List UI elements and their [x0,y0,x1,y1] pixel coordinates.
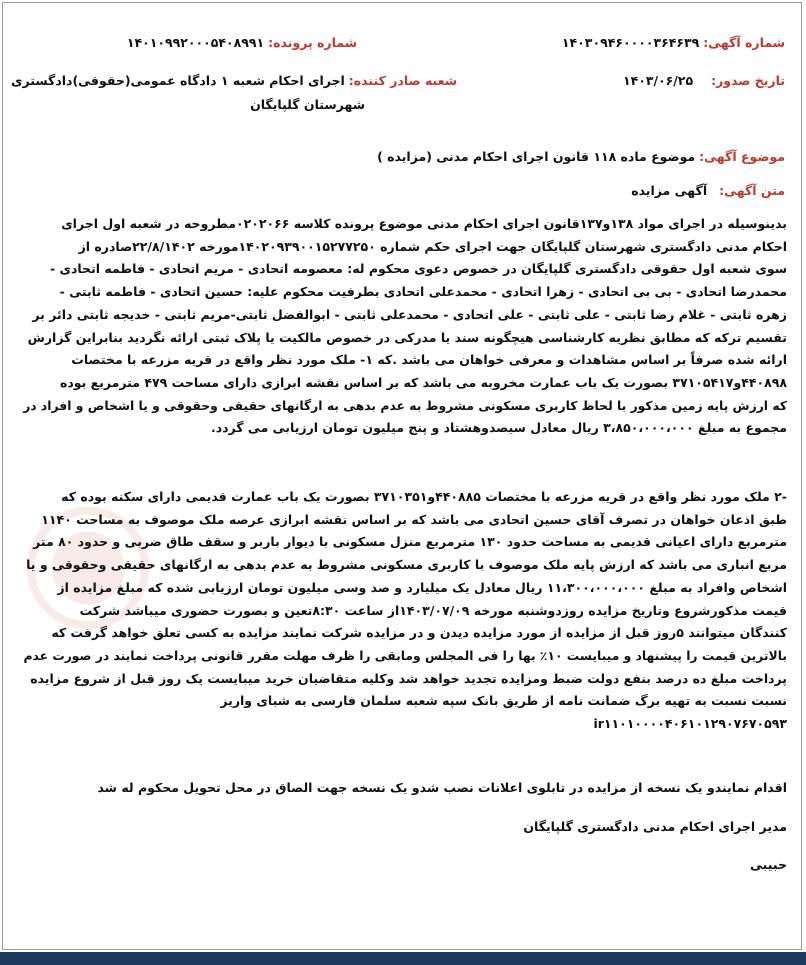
case-number-label: شماره پرونده: [268,35,357,50]
issuing-branch-line2: شهرستان گلپایگان [250,97,365,112]
subject-value: موضوع ماده ۱۱۸ قانون اجرای احکام مدنی (مزایده ) [377,149,696,164]
paragraph-2-line: -۲ ملک مورد نظر واقع در قریه مزرعه با مختصات ۴۴۰۸۸۵و۳۷۱۰۳۵۱ بصورت یک باب عمارت قدیمی دارای سکنه بوده که [61,489,787,504]
body-label: متن آگهی: [719,183,785,198]
paragraph-1-line: بدینوسیله در اجرای مواد ۱۳۸و۱۳۷قانون اجرای احکام مدنی موضوع پرونده کلاسه ۰۲۰۲۰۶۶مطروحه در شعبه اول اجرای [61,216,787,231]
paragraph-2-line: قیمت مذکورشروع وتاریخ مزایده روزدوشنبه مورخه ۱۴۰۳/۰۷/۰۹از ساعت ۸:۳۰تعین و بصورت حضوری میباشد شرکت [79,602,787,618]
paragraph-2-line: اشخاص وافراد به مبلغ ۱۱،۳۰۰،۰۰۰،۰۰۰ ریال معادل یک میلیارد و صد وسی میلیون تومان ارزیابی شده که مبلغ مزایده از [57,579,787,595]
paragraph-2 [17,486,787,736]
case-number-row [127,33,357,53]
paragraph-3 [17,777,787,800]
body-title: آگهی مزایده [631,183,708,198]
issue-date-label: تاریخ صدور: [711,73,785,88]
notice-page [2,2,802,950]
paragraph-3-line: اقدام نمایندو یک نسخه از مزایده در تابلوی اعلانات نصب شدو یک نسخه جهت الصاق در محل تحویل محکوم له شد [97,780,787,795]
ad-number-value: ۱۴۰۳۰۹۴۶۰۰۰۰۳۶۴۶۳۹ [561,35,700,50]
issue-date-row [623,71,785,91]
issuing-branch-row-2 [250,95,365,115]
ad-number-label: شماره آگهی: [703,35,785,50]
paragraph-2-line: بالاترین قیمت را پیشنهاد و میبایست ۱۰٪ بها را فی المجلس ومابقی را ظرف مهلت مقرر قانونی پرداخت نمایند در صورت عدم [23,648,787,663]
paragraph-1-line: ۴۴۰۸۹۸و۳۷۱۰۵۴۱۷ بصورت یک باب عمارت مخروبه می باشد که بر اساس نقشه ابرازی دارای مساحت ۴۷۹ مترمربع بوده [59,374,787,390]
case-number-value: ۱۴۰۱۰۹۹۲۰۰۰۵۴۰۸۹۹۱ [126,35,265,50]
paragraph-2-line: مربع انباری می باشد که ارزش پایه ملک موصوف با کاربری مسکونی مشروط به عدم بدهی به ارگانهای حقیقی وحقوقی و یا [26,557,787,573]
ad-number-row [562,33,785,53]
paragraph-1-line: محمدرضا اتحادی - بی بی اتحادی - زهرا اتحادی - محمدعلی اتحادی بطرفیت محکوم علیه: حسین اتحادی - فاطمه ثابتی - [59,284,787,300]
signature-title: مدیر اجرای احکام مدنی دادگستری گلپایگان [523,819,787,834]
paragraph-2-line: مترمربع دارای اعیانی قدیمی به مساحت حدود ۱۳۰ مترمربع منزل مسکونی با دیوار باربر و سقف طاق ضربی و حدود ۸۰ متر [33,534,787,550]
bottom-bar [0,952,806,965]
issuing-branch-row [11,71,457,91]
paragraph-1 [17,213,787,440]
paragraph-2-line: نسبت نسبت به تهیه برگ ضمانت نامه از طریق بانک سپه شعبه سلمان فارسی به شبای واریز [220,693,787,709]
issue-date-value: ۱۴۰۳/۰۶/۲۵ [622,73,694,88]
paragraph-1-line: ارائه شده صرفاً بر اساس مشاهدات و معرفی خواهان می باشد .که ۱- ملک مورد نظر واقع در قریه مزرعه با مختصات [71,352,787,368]
subject-row [377,147,785,167]
paragraph-2-line: طبق اذعان خواهان در تصرف آقای حسین اتحادی می باشد که بر اساس نقشه ابرازی عرصه ملک موصوف به مساحت ۱۱۴۰ [41,511,787,527]
paragraph-2-line: کنندگان میتوانند ۵روز قبل از مزایده از مورد مزایده دیدن و در مزایده شرکت نمایند مزایده به کسی تعلق خواهد گرفت که [51,625,787,641]
paragraph-1-line: سوی شعبه اول حقوقی دادگستری گلپایگان در خصوص دعوی محکوم له: معصومه اتحادی - مریم اتحادی - فاطمه اتحادی - [49,261,787,277]
sheba-number: ir۱۱۰۱۰۰۰۰۴۰۶۱۰۱۲۹۰۷۶۷۰۵۹۳ [593,716,787,732]
paragraph-1-line: زهره ثابتی - غلام رضا ثابتی - علی ثابتی - علی اتحادی - محمدعلی ثابتی - ابوالفضل ثابتی-مریم ثابتی - خدیجه ثابتی دائر بر [32,306,787,322]
paragraph-1-line: تقسیم ترکه که مطابق نظریه کارشناسی هیچگونه سند یا مدرکی در خصوص مالکیت یا پلاک ثبتی ارائه نگردید بنابراین گزارش [27,329,787,345]
signature-name: حبیبی [750,857,787,872]
paragraph-1-line: که ارزش پایه زمین مذکور با لحاظ کاربری مسکونی مشروط به عدم بدهی به ارگانهای حقیقی وحقوقی و یا اشخاص و افراد در [23,398,787,413]
paragraph-1-line: مجموع به مبلغ ۳،۸۵۰،۰۰۰،۰۰۰ ریال معادل سیصدوهشتاد و پنج میلیون تومان ارزیابی می گردد. [210,420,787,436]
issuing-branch-line1: اجرای احکام شعبه ۱ دادگاه عمومی(حقوقی)دادگستری [11,73,345,88]
issuing-branch-label: شعبه صادر کننده: [348,73,457,88]
subject-label: موضوع آگهی: [699,149,785,164]
paragraph-1-line: احکام مدنی دادگستری شهرستان گلپایگان جهت اجرای حکم شماره ۱۴۰۲۰۹۳۹۰۰۱۵۲۷۷۲۵۰مورخه ۲۲/۸/۱۴۰۲صادره از [78,238,787,254]
paragraph-2-line: پرداخت مبلغ ده درصد بنفع دولت ضبط ومزایده تجدید خواهد شد وکلیه متقاضیان خرید میبایست یک روز قبل از شروع مزایده [30,670,787,686]
body-label-row [631,181,785,201]
